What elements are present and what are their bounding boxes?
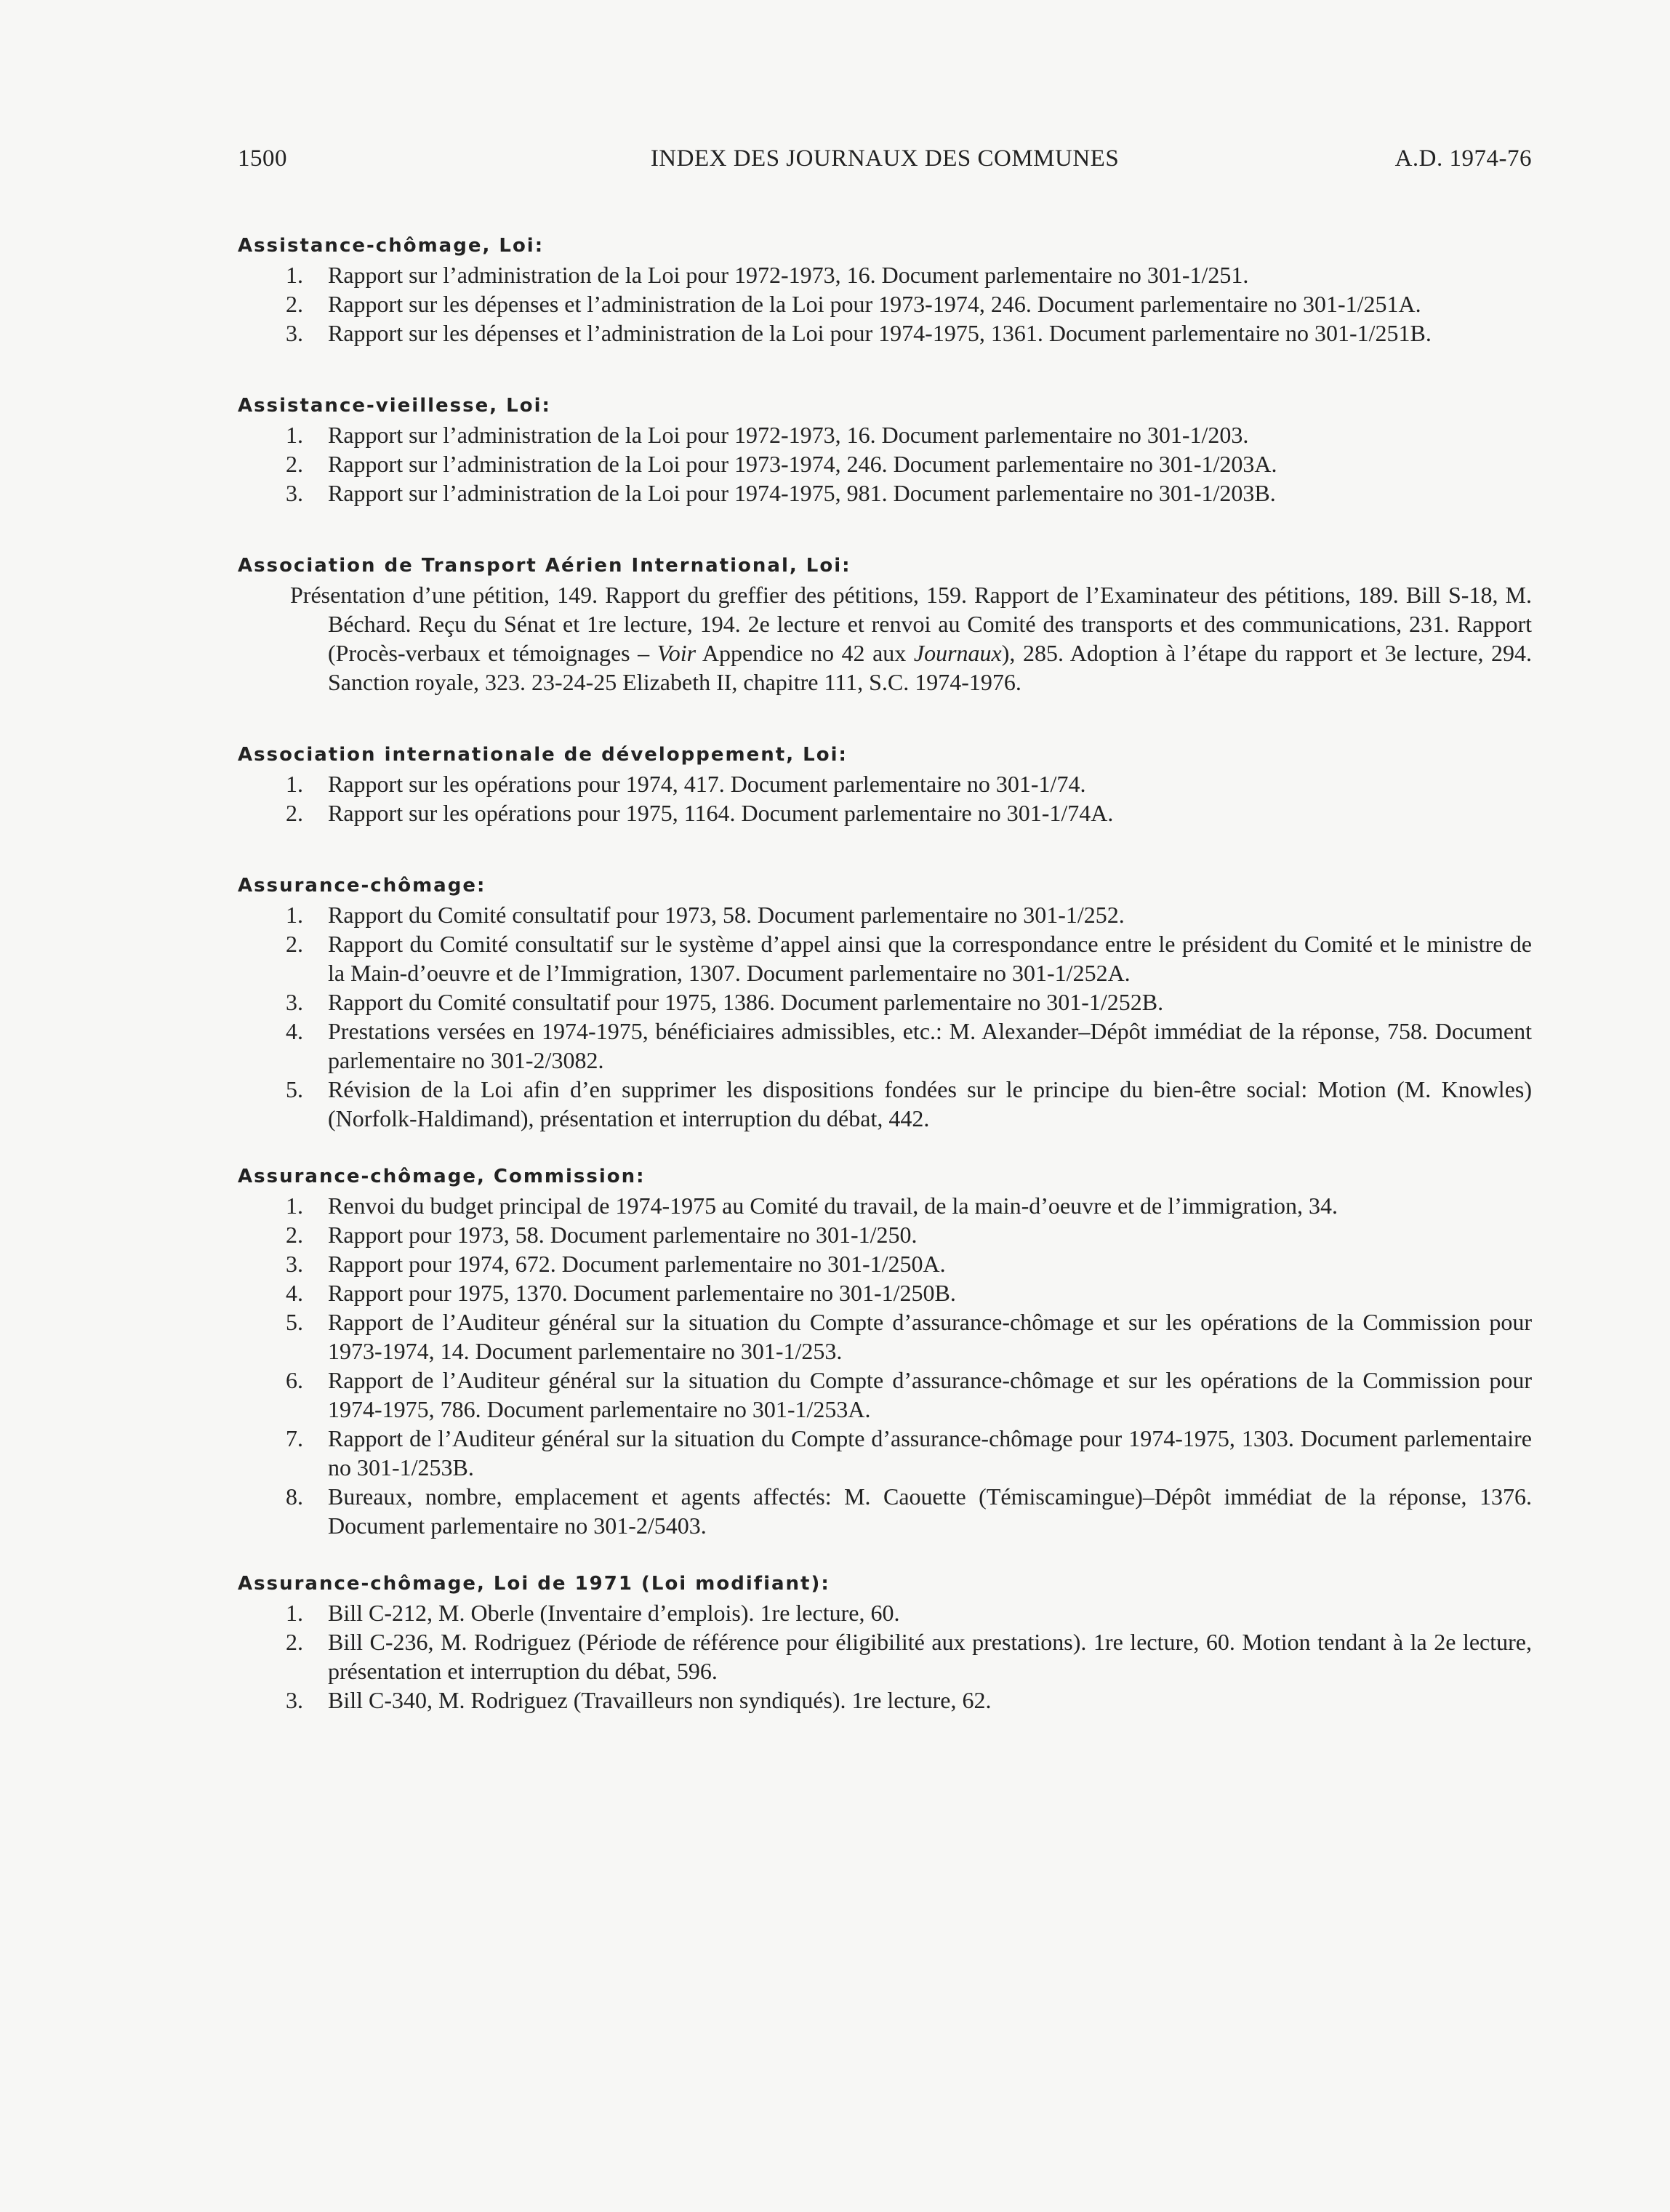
item-number: 1.	[286, 902, 303, 928]
list-item	[238, 260, 1532, 289]
list-item	[238, 1249, 1532, 1278]
list-item	[238, 1424, 1532, 1482]
item-text: Bill C-212, M. Oberle (Inventaire d’emplois). 1re lecture, 60.	[328, 1600, 900, 1626]
list-item	[238, 1307, 1532, 1366]
entry-heading: Association internationale de développement, Loi:	[238, 744, 848, 766]
item-number: 3.	[286, 320, 303, 346]
list-item	[238, 1017, 1532, 1075]
entry-heading: Assurance-chômage, Commission:	[238, 1166, 646, 1187]
item-text: Rapport sur les dépenses et l’administration de la Loi pour 1974-1975, 1361. Document parlementaire no 301-1/251B.	[328, 320, 1432, 346]
item-number: 3.	[286, 1687, 303, 1713]
entry-item-list	[238, 260, 1532, 348]
item-number: 6.	[286, 1367, 303, 1393]
index-entry	[238, 1162, 1532, 1540]
list-item	[238, 1278, 1532, 1307]
list-item	[238, 929, 1532, 987]
index-entry	[238, 231, 1532, 348]
item-text: Rapport sur l’administration de la Loi pour 1973-1974, 246. Document parlementaire no 301-1/203A.	[328, 451, 1277, 477]
item-text: Rapport de l’Auditeur général sur la situation du Compte d’assurance-chômage pour 1974-1975, 1303. Document parlementaire no 301-1/253B.	[328, 1425, 1532, 1480]
entry-item-list	[238, 420, 1532, 508]
item-text: Rapport du Comité consultatif pour 1975, 1386. Document parlementaire no 301-1/252B.	[328, 989, 1164, 1015]
list-item	[238, 1366, 1532, 1424]
item-text: Rapport pour 1974, 672. Document parlementaire no 301-1/250A.	[328, 1251, 946, 1277]
item-text: Rapport sur l’administration de la Loi pour 1972-1973, 16. Document parlementaire no 301-1/203.	[328, 422, 1249, 448]
item-text: Rapport sur l’administration de la Loi pour 1972-1973, 16. Document parlementaire no 301-1/251.	[328, 262, 1249, 288]
item-number: 1.	[286, 422, 303, 448]
entry-heading: Assistance-chômage, Loi:	[238, 235, 545, 257]
item-text: Bill C-236, M. Rodriguez (Période de référence pour éligibilité aux prestations). 1re lecture, 60. Motion tendant à la 2e lecture, présentation et interruption du débat, 596.	[328, 1629, 1532, 1684]
entry-paragraph	[238, 580, 1532, 697]
item-number: 1.	[286, 262, 303, 288]
list-item	[238, 900, 1532, 929]
paragraph-text: Appendice no 42 aux	[696, 640, 914, 666]
item-number: 8.	[286, 1483, 303, 1510]
item-text: Rapport de l’Auditeur général sur la situation du Compte d’assurance-chômage et sur les opérations de la Commission pour 1974-1975, 786. Document parlementaire no 301-1/253A.	[328, 1367, 1532, 1422]
entry-item-list	[238, 1598, 1532, 1715]
item-text: Rapport du Comité consultatif sur le système d’appel ainsi que la correspondance entre le président du Comité et le ministre de la Main-d’oeuvre et de l’Immigration, 1307. Document parlementaire no 301-1/252A.	[328, 931, 1532, 986]
item-number: 1.	[286, 771, 303, 797]
list-item	[238, 1191, 1532, 1220]
index-entry	[238, 871, 1532, 1133]
entry-heading: Assurance-chômage, Loi de 1971 (Loi modifiant):	[238, 1573, 830, 1595]
paragraph-italic: Voir	[657, 640, 696, 666]
paragraph-text: ), 285. Adoption à l’étape du rapport et 3e lecture, 294. Sanction royale, 323. 23-24-25 Elizabeth II, chapitre 111, S.C. 1974-1976.	[328, 640, 1533, 695]
item-number: 1.	[286, 1193, 303, 1219]
list-item	[238, 1686, 1532, 1715]
entry-item-list	[238, 769, 1532, 828]
entry-item-list	[238, 900, 1532, 1133]
item-number: 3.	[286, 1251, 303, 1277]
list-item	[238, 420, 1532, 449]
item-text: Rapport sur l’administration de la Loi pour 1974-1975, 981. Document parlementaire no 301-1/203B.	[328, 480, 1276, 506]
item-number: 2.	[286, 1222, 303, 1248]
running-years: A.D. 1974-76	[1394, 145, 1532, 172]
item-text: Rapport sur les opérations pour 1974, 417. Document parlementaire no 301-1/74.	[328, 771, 1086, 797]
list-item	[238, 769, 1532, 798]
item-number: 4.	[286, 1280, 303, 1306]
item-number: 2.	[286, 291, 303, 317]
entry-heading: Association de Transport Aérien International, Loi:	[238, 555, 851, 577]
running-title: INDEX DES JOURNAUX DES COMMUNES	[650, 145, 1120, 172]
item-number: 5.	[286, 1076, 303, 1102]
item-number: 2.	[286, 451, 303, 477]
item-text: Révision de la Loi afin d’en supprimer les dispositions fondées sur le principe du bien-être social: Motion (M. Knowles) (Norfolk-Haldimand), présentation et interruption du débat, 442.	[328, 1076, 1532, 1131]
list-item	[238, 987, 1532, 1017]
item-number: 2.	[286, 931, 303, 957]
item-number: 4.	[286, 1018, 303, 1044]
paragraph-text: Présentation d’une pétition, 149. Rapport du greffier des pétitions, 159. Rapport de l’Examinateur des pétitions, 189. Bill S-18, M. Béchard. Reçu du Sénat et 1re lecture, 194. 2e lecture et renvoi au Comité des transports et des communications, 231. Rapport (Procès-verbaux et témoignages –	[290, 582, 1532, 666]
index-entry	[238, 1569, 1532, 1715]
item-text: Rapport sur les opérations pour 1975, 1164. Document parlementaire no 301-1/74A.	[328, 800, 1114, 826]
list-item	[238, 318, 1532, 348]
entry-heading: Assurance-chômage:	[238, 875, 486, 897]
item-number: 2.	[286, 1629, 303, 1655]
index-entry	[238, 740, 1532, 828]
entry-item-list	[238, 1191, 1532, 1540]
entry-heading: Assistance-vieillesse, Loi:	[238, 395, 551, 417]
item-number: 7.	[286, 1425, 303, 1451]
item-text: Prestations versées en 1974-1975, bénéficiaires admissibles, etc.: M. Alexander–Dépôt immédiat de la réponse, 758. Document parlementaire no 301-2/3082.	[328, 1018, 1532, 1073]
item-text: Renvoi du budget principal de 1974-1975 au Comité du travail, de la main-d’oeuvre et de l’immigration, 34.	[328, 1193, 1338, 1219]
page-number: 1500	[238, 145, 287, 172]
item-text: Bureaux, nombre, emplacement et agents affectés: M. Caouette (Témiscamingue)–Dépôt immédiat de la réponse, 1376. Document parlementaire no 301-2/5403.	[328, 1483, 1532, 1539]
item-number: 2.	[286, 800, 303, 826]
index-content	[238, 231, 1532, 1758]
list-item	[238, 1627, 1532, 1686]
index-entry	[238, 551, 1532, 697]
item-text: Bill C-340, M. Rodriguez (Travailleurs non syndiqués). 1re lecture, 62.	[328, 1687, 992, 1713]
list-item	[238, 798, 1532, 828]
list-item	[238, 1075, 1532, 1133]
paragraph-italic: Journaux	[913, 640, 1002, 666]
list-item	[238, 1220, 1532, 1249]
list-item	[238, 1482, 1532, 1540]
item-text: Rapport sur les dépenses et l’administration de la Loi pour 1973-1974, 246. Document parlementaire no 301-1/251A.	[328, 291, 1421, 317]
item-number: 1.	[286, 1600, 303, 1626]
list-item	[238, 449, 1532, 478]
item-text: Rapport du Comité consultatif pour 1973, 58. Document parlementaire no 301-1/252.	[328, 902, 1125, 928]
item-number: 3.	[286, 989, 303, 1015]
item-text: Rapport de l’Auditeur général sur la situation du Compte d’assurance-chômage et sur les opérations de la Commission pour 1973-1974, 14. Document parlementaire no 301-1/253.	[328, 1309, 1532, 1364]
item-number: 5.	[286, 1309, 303, 1335]
item-number: 3.	[286, 480, 303, 506]
list-item	[238, 1598, 1532, 1627]
item-text: Rapport pour 1973, 58. Document parlementaire no 301-1/250.	[328, 1222, 918, 1248]
running-head	[238, 145, 1532, 182]
list-item	[238, 289, 1532, 318]
item-text: Rapport pour 1975, 1370. Document parlementaire no 301-1/250B.	[328, 1280, 956, 1306]
list-item	[238, 478, 1532, 508]
index-entry	[238, 391, 1532, 508]
